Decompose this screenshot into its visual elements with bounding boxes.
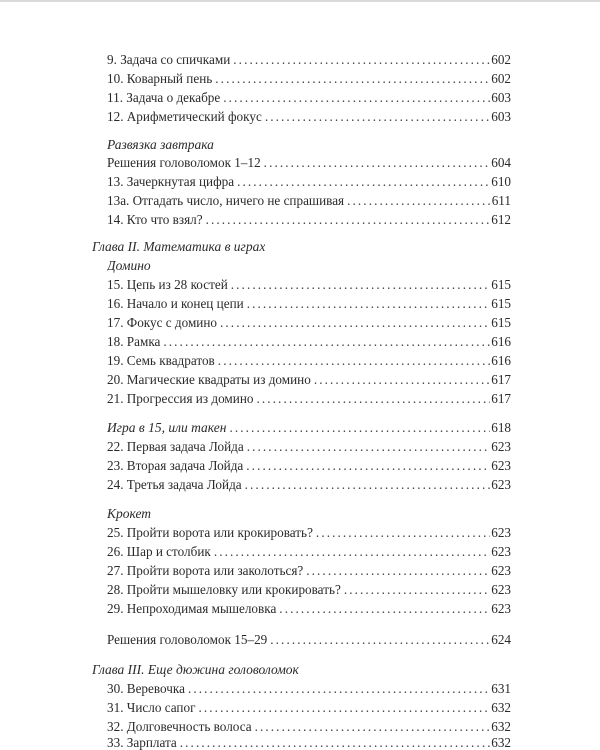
entry-page: 611 bbox=[491, 193, 511, 208]
entry-page: 603 bbox=[491, 109, 511, 124]
entry-title: 22. Первая задача Лойда bbox=[107, 439, 244, 454]
dot-leader bbox=[206, 211, 491, 229]
entry-page: 602 bbox=[491, 71, 511, 86]
entry-title: 9. Задача со спичками bbox=[107, 52, 231, 67]
dot-leader bbox=[237, 173, 490, 191]
dot-leader bbox=[347, 192, 491, 210]
entry-page: 615 bbox=[491, 315, 511, 330]
entry-title: 24. Третья задача Лойда bbox=[107, 477, 242, 492]
entry-page: 615 bbox=[491, 277, 511, 292]
toc-entry[interactable] bbox=[107, 734, 511, 750]
entry-title: 15. Цепь из 28 костей bbox=[107, 277, 228, 292]
entry-page: 623 bbox=[491, 544, 511, 559]
toc-entry[interactable] bbox=[107, 333, 511, 351]
dot-leader bbox=[247, 295, 491, 313]
toc-entry[interactable] bbox=[107, 438, 511, 456]
entry-page: 632 bbox=[491, 735, 511, 750]
toc-entry[interactable] bbox=[107, 89, 511, 107]
section-heading: Домино bbox=[107, 258, 151, 273]
toc-entry[interactable] bbox=[107, 390, 511, 408]
entry-title: 17. Фокус с домино bbox=[107, 315, 218, 330]
dot-leader bbox=[256, 390, 490, 408]
entry-title: Игра в 15, или такен bbox=[107, 420, 227, 435]
toc-entry[interactable] bbox=[107, 192, 511, 210]
toc-entry[interactable] bbox=[107, 543, 511, 561]
entry-page: 616 bbox=[491, 334, 511, 349]
toc-entry[interactable] bbox=[107, 51, 511, 69]
dot-leader bbox=[246, 457, 490, 475]
entry-title: 20. Магические квадраты из домино bbox=[107, 372, 311, 387]
toc-entry[interactable] bbox=[107, 699, 511, 717]
toc-entry[interactable] bbox=[107, 173, 511, 191]
toc-entry[interactable] bbox=[107, 352, 511, 370]
dot-leader bbox=[220, 314, 490, 332]
entry-page: 616 bbox=[491, 353, 511, 368]
dot-leader bbox=[229, 419, 490, 437]
dot-leader bbox=[214, 543, 490, 561]
dot-leader bbox=[265, 108, 490, 126]
entry-page: 623 bbox=[491, 439, 511, 454]
dot-leader bbox=[316, 524, 490, 542]
toc-entry[interactable] bbox=[107, 154, 511, 172]
dot-leader bbox=[163, 333, 490, 351]
entry-page: 631 bbox=[491, 681, 511, 696]
entry-page: 623 bbox=[491, 601, 511, 616]
entry-title: 32. Долговечность волоса bbox=[107, 719, 252, 734]
entry-title: 19. Семь квадратов bbox=[107, 353, 215, 368]
entry-title: 27. Пройти ворота или заколоться? bbox=[107, 563, 304, 578]
entry-title: 12. Арифметический фокус bbox=[107, 109, 262, 124]
dot-leader bbox=[279, 600, 490, 618]
section-heading: Развязка завтрака bbox=[107, 137, 214, 152]
chapter-heading: Глава II. Математика в играх bbox=[92, 239, 266, 254]
entry-title: 10. Коварный пень bbox=[107, 71, 213, 86]
toc-entry[interactable] bbox=[107, 581, 511, 599]
entry-page: 623 bbox=[491, 458, 511, 473]
toc-entry[interactable] bbox=[107, 371, 511, 389]
dot-leader bbox=[199, 699, 491, 717]
toc-entry[interactable] bbox=[107, 457, 511, 475]
toc-entry[interactable] bbox=[107, 524, 511, 542]
toc-entry[interactable] bbox=[107, 314, 511, 332]
dot-leader bbox=[180, 734, 490, 750]
entry-title: 33. Зарплата bbox=[107, 735, 177, 750]
entry-title: 29. Непроходимая мышеловка bbox=[107, 601, 277, 616]
dot-leader bbox=[344, 581, 490, 599]
entry-page: 632 bbox=[491, 700, 511, 715]
dot-leader bbox=[306, 562, 490, 580]
entry-page: 603 bbox=[491, 90, 511, 105]
entry-title: Решения головоломок 1–12 bbox=[107, 155, 261, 170]
entry-title: 21. Прогрессия из домино bbox=[107, 391, 254, 406]
entry-page: 617 bbox=[491, 372, 511, 387]
dot-leader bbox=[215, 70, 490, 88]
entry-title: 14. Кто что взял? bbox=[107, 212, 203, 227]
dot-leader bbox=[188, 680, 490, 698]
entry-title: 30. Веревочка bbox=[107, 681, 185, 696]
entry-page: 623 bbox=[491, 477, 511, 492]
entry-title: 13а. Отгадать число, ничего не спрашивая bbox=[107, 193, 345, 208]
entry-page: 618 bbox=[491, 420, 511, 435]
toc-entry[interactable] bbox=[107, 631, 511, 649]
dot-leader bbox=[218, 352, 490, 370]
entry-title: 26. Шар и столбик bbox=[107, 544, 211, 559]
toc-entry[interactable] bbox=[107, 211, 511, 229]
entry-page: 604 bbox=[491, 155, 511, 170]
dot-leader bbox=[247, 438, 490, 456]
entry-page: 623 bbox=[491, 525, 511, 540]
toc-entry[interactable] bbox=[107, 476, 511, 494]
entry-page: 623 bbox=[491, 563, 511, 578]
dot-leader bbox=[314, 371, 490, 389]
entry-title: 11. Задача о декабре bbox=[107, 90, 221, 105]
chapter-heading: Глава III. Еще дюжина головоломок bbox=[92, 662, 299, 677]
entry-page: 602 bbox=[491, 52, 511, 67]
toc-entry[interactable] bbox=[107, 295, 511, 313]
dot-leader bbox=[264, 154, 491, 172]
entry-page: 612 bbox=[491, 212, 511, 227]
entry-title: 13. Зачеркнутая цифра bbox=[107, 174, 235, 189]
section-heading: Крокет bbox=[107, 506, 152, 521]
entry-title: 31. Число сапог bbox=[107, 700, 196, 715]
entry-title: 16. Начало и конец цепи bbox=[107, 296, 244, 311]
dot-leader bbox=[223, 89, 490, 107]
entry-title: Решения головоломок 15–29 bbox=[107, 632, 268, 647]
entry-page: 632 bbox=[491, 719, 511, 734]
entry-page: 617 bbox=[491, 391, 511, 406]
entry-title: 23. Вторая задача Лойда bbox=[107, 458, 244, 473]
entry-page: 623 bbox=[491, 582, 511, 597]
toc-entry[interactable] bbox=[107, 108, 511, 126]
entry-page: 624 bbox=[491, 632, 511, 647]
dot-leader bbox=[245, 476, 491, 494]
entry-title: 28. Пройти мышеловку или крокировать? bbox=[107, 582, 341, 597]
entry-title: 18. Рамка bbox=[107, 334, 161, 349]
toc-entry[interactable] bbox=[107, 70, 511, 88]
toc-entry[interactable] bbox=[107, 680, 511, 698]
entry-page: 615 bbox=[491, 296, 511, 311]
toc-entry[interactable] bbox=[107, 276, 511, 294]
toc-entry[interactable] bbox=[107, 562, 511, 580]
dot-leader bbox=[233, 51, 490, 69]
dot-leader bbox=[231, 276, 490, 294]
toc-entry[interactable] bbox=[107, 600, 511, 618]
entry-title: 25. Пройти ворота или крокировать? bbox=[107, 525, 313, 540]
entry-page: 610 bbox=[491, 174, 511, 189]
toc-entry[interactable] bbox=[107, 419, 511, 437]
dot-leader bbox=[270, 631, 490, 649]
